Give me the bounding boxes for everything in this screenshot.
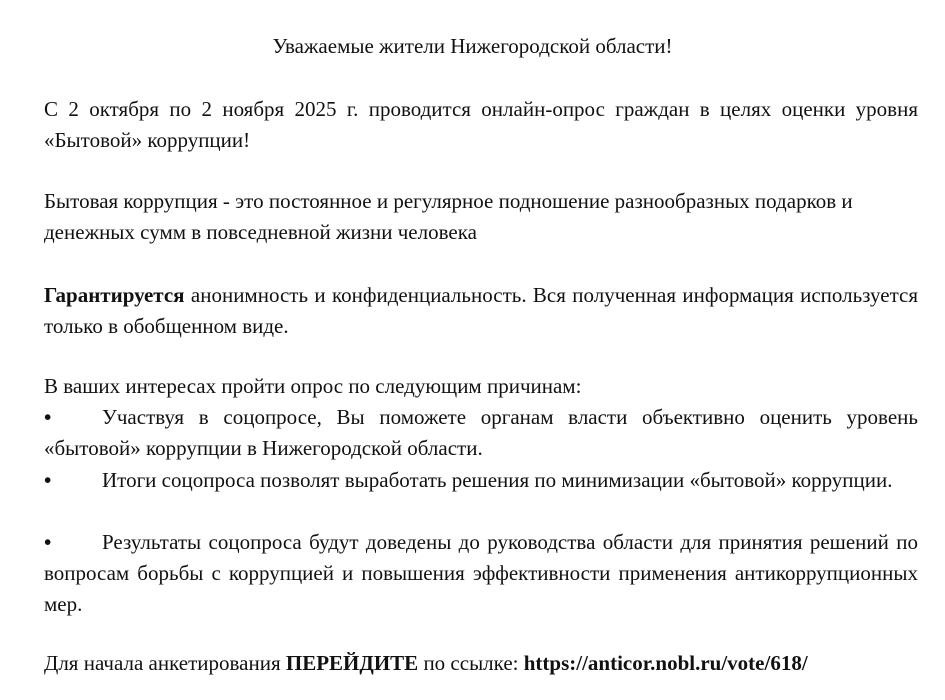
reason-text: Результаты соцопроса будут доведены до руководства области для принятия решений по вопросам борьбы с коррупцией и повышения эффективности применения антикоррупционных мер.: [44, 530, 918, 616]
intro-paragraph: С 2 октября по 2 ноября 2025 г. проводится онлайн-опрос граждан в целях оценки уровня «Бытовой» коррупции!: [44, 97, 918, 152]
guarantee-paragraph: [44, 280, 918, 342]
cta-prefix: Для начала анкетирования: [44, 651, 286, 675]
list-item: [44, 527, 918, 620]
definition-paragraph: Бытовая коррупция - это постоянное и регулярное подношение разнообразных подарков и денежных сумм в повседневной жизни человека: [44, 189, 853, 244]
list-item: [44, 402, 918, 464]
list-item: [44, 465, 918, 496]
cta-middle: по ссылке:: [418, 651, 524, 675]
cta-paragraph: [44, 648, 918, 679]
survey-link[interactable]: https://anticor.nobl.ru/vote/618/: [523, 651, 808, 675]
reasons-heading: В ваших интересах пройти опрос по следующим причинам:: [44, 374, 582, 398]
reason-text: Участвуя в соцопросе, Вы поможете органам власти объективно оценить уровень «бытовой» коррупции в Нижегородской области.: [44, 405, 918, 460]
reason-text: Итоги соцопроса позволят выработать решения по минимизации «бытовой» коррупции.: [102, 468, 893, 492]
guarantee-emphasis: Гарантируется: [44, 283, 185, 307]
cta-action: ПЕРЕЙДИТЕ: [285, 651, 419, 675]
bullet-icon: •: [44, 468, 52, 492]
bullet-icon: •: [44, 530, 52, 554]
bullet-icon: •: [44, 405, 52, 429]
page-title: Уважаемые жители Нижегородской области!: [272, 34, 673, 58]
guarantee-text: анонимность и конфиденциальность. Вся полученная информация используется только в обобщенном виде.: [44, 283, 918, 338]
